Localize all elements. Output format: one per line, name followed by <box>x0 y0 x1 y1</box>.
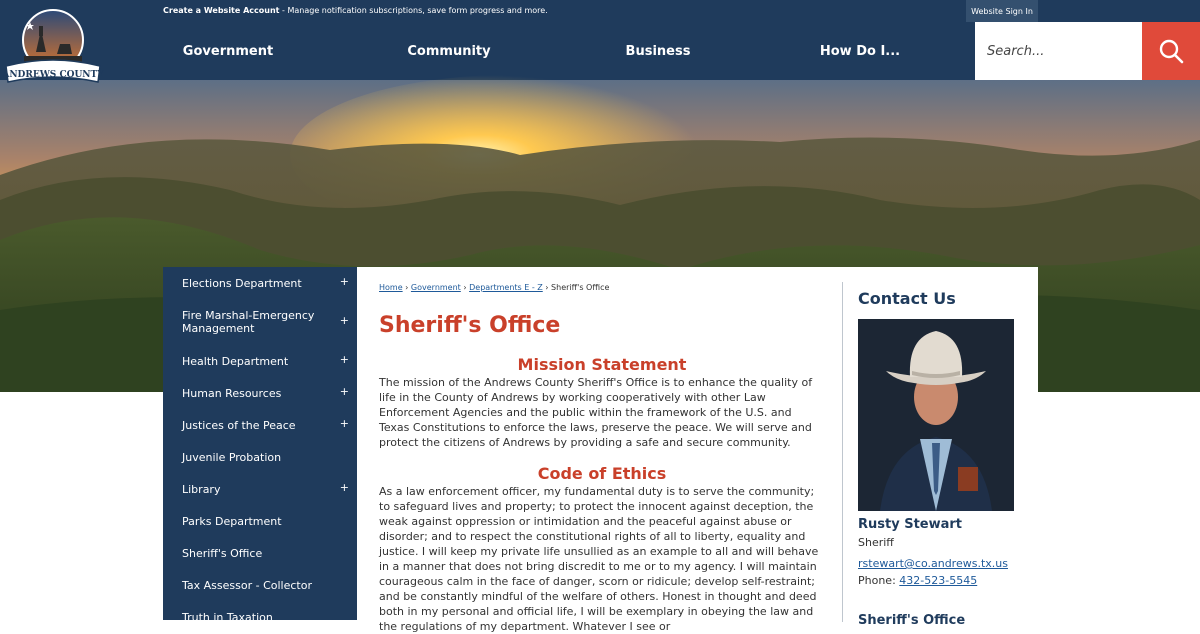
sidebar-item-label: Fire Marshal-Emergency Management <box>182 309 315 335</box>
phone-label: Phone: <box>858 574 900 587</box>
office-heading: Sheriff's Office <box>858 613 966 628</box>
sidebar-item-label: Human Resources <box>182 386 282 400</box>
sidebar-item-parks[interactable] <box>163 505 357 537</box>
contact-heading: Contact Us <box>858 289 956 308</box>
contact-email-link[interactable]: rstewart@co.andrews.tx.us <box>858 557 1008 570</box>
sidebar-item-label: Parks Department <box>182 514 282 528</box>
ethics-text: As a law enforcement officer, my fundamental duty is to serve the community; to safeguard lives and property; to protect the innocent against deception, the weak against oppression or intimidation and the peaceful against abuse or disorder; and to respect the constitutional rights of all to liberty, equality and justice. I will keep my private life unsullied as an example to all and will behave in a manner that does not bring discredit to me or to my agency. I will maintain courageous calm in the face of danger, scorn or ridicule; develop self-restraint; and be constantly mindful of the welfare of others. Honest in thought and deed both in my personal and official life, I will be exemplary in obeying the law and the regulations of my department. Whatever I see or <box>379 485 819 633</box>
search-icon <box>1158 38 1184 64</box>
breadcrumb-current: Sheriff's Office <box>551 283 610 292</box>
create-account-link[interactable]: Create a Website Account <box>163 6 280 15</box>
breadcrumb-separator: › <box>463 283 467 292</box>
sidebar-item-label: Justices of the Peace <box>182 418 296 432</box>
sidebar-item-label: Library <box>182 482 221 496</box>
sidebar-item-human-resources[interactable] <box>163 377 357 409</box>
plus-icon[interactable]: + <box>339 353 349 367</box>
sidebar-item-label: Truth in Taxation <box>182 610 273 624</box>
breadcrumb-departments[interactable]: Departments E - Z <box>469 283 543 292</box>
mission-text: The mission of the Andrews County Sheriff's Office is to enhance the quality of life in the County of Andrews by working cooperatively with other Law Enforcement Agencies and the public within the framework of the U.S. and Texas Constitutions to enforce the laws, preserve the peace. We will serve and protect the citizens of Andrews by providing a safe and secure community. <box>379 376 813 449</box>
sidebar-item-truth-in-taxation[interactable] <box>163 601 357 633</box>
nav-business[interactable]: Business <box>625 43 691 59</box>
logo-text: ANDREWS COUNTY <box>2 70 104 80</box>
sidebar-item-label: Juvenile Probation <box>182 450 282 464</box>
county-logo[interactable] <box>2 4 104 104</box>
main-column <box>379 355 825 634</box>
sidebar-item-fire-marshal[interactable] <box>163 299 357 345</box>
nav-government[interactable]: Government <box>182 43 274 59</box>
plus-icon[interactable]: + <box>339 417 349 431</box>
sidebar-item-tax-assessor[interactable] <box>163 569 357 601</box>
phone-number-link[interactable]: 432-523-5545 <box>899 574 978 587</box>
nav-how-do-i[interactable]: How Do I... <box>819 43 901 59</box>
utility-bar <box>0 0 1200 22</box>
department-sidebar <box>163 267 357 624</box>
sidebar-item-label: Tax Assessor - Collector <box>182 578 312 592</box>
plus-icon[interactable]: + <box>339 275 349 289</box>
sidebar-item-library[interactable] <box>163 473 357 505</box>
contact-title: Sheriff <box>858 536 894 549</box>
breadcrumb-separator: › <box>545 283 549 292</box>
logo-icon <box>2 4 104 104</box>
breadcrumb-government[interactable]: Government <box>410 283 461 292</box>
sheriff-photo <box>858 319 1014 511</box>
breadcrumb-separator: › <box>405 283 409 292</box>
ethics-heading: Code of Ethics <box>537 464 667 483</box>
sidebar-item-juvenile-probation[interactable] <box>163 441 357 473</box>
search-input[interactable] <box>987 44 1132 59</box>
breadcrumb-home[interactable]: Home <box>379 283 403 292</box>
plus-icon[interactable]: + <box>339 385 349 399</box>
mission-heading: Mission Statement <box>517 355 687 374</box>
sidebar-item-elections[interactable] <box>163 267 357 299</box>
contact-phone <box>858 574 1028 587</box>
website-sign-in-button[interactable]: Website Sign In <box>966 0 1038 22</box>
sidebar-item-sheriffs-office[interactable] <box>163 537 357 569</box>
sidebar-item-label: Health Department <box>182 354 289 368</box>
contact-name: Rusty Stewart <box>858 517 963 532</box>
nav-community[interactable]: Community <box>407 43 491 59</box>
content-panel <box>357 267 1038 633</box>
page-title: Sheriff's Office <box>379 313 561 338</box>
sidebar-item-label: Elections Department <box>182 276 302 290</box>
plus-icon[interactable]: + <box>339 314 349 328</box>
contact-us-panel <box>858 289 1028 628</box>
plus-icon[interactable]: + <box>339 481 349 495</box>
sidebar-item-health[interactable] <box>163 345 357 377</box>
main-nav <box>0 22 1200 80</box>
sidebar-item-justices[interactable] <box>163 409 357 441</box>
create-account-notice <box>163 6 548 15</box>
breadcrumb <box>379 283 609 292</box>
search-button[interactable] <box>1142 22 1200 80</box>
sidebar-item-label: Sheriff's Office <box>182 546 263 560</box>
search-box <box>975 22 1142 80</box>
column-divider <box>842 282 843 622</box>
create-account-text: - Manage notification subscriptions, save form progress and more. <box>279 6 548 15</box>
sheriff-portrait-image <box>858 319 1014 511</box>
